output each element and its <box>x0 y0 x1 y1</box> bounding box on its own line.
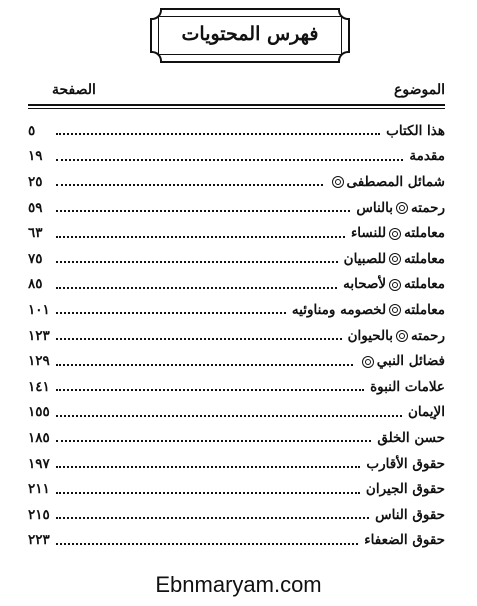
dot-leader <box>56 465 360 468</box>
toc-entry-title-text: معاملته <box>404 276 445 293</box>
dot-leader <box>56 337 342 340</box>
toc-entry-title-text: رحمته <box>411 327 445 344</box>
honorific-seal-icon <box>362 356 374 368</box>
toc-entry-page: ٢١١ <box>28 481 50 498</box>
dot-leader <box>56 516 369 519</box>
toc-entry-title <box>370 379 445 395</box>
dot-leader <box>56 183 323 186</box>
toc-entry[interactable] <box>28 323 445 349</box>
toc-entry[interactable] <box>28 425 445 451</box>
honorific-seal-icon <box>389 253 401 265</box>
toc-entry[interactable] <box>28 144 445 170</box>
toc-entry[interactable] <box>28 195 445 221</box>
toc-entry-page: ١٠١ <box>28 301 50 318</box>
dot-leader <box>56 132 380 135</box>
dot-leader <box>56 260 338 263</box>
toc-entry-title-text: مقدمة <box>409 148 445 165</box>
toc-entry-title-text: علامات النبوة <box>370 378 445 395</box>
toc-entry-title <box>409 148 445 164</box>
toc-entry-title <box>364 532 445 548</box>
toc-entry-page: ٢١٥ <box>28 506 50 523</box>
toc-entry-title <box>356 200 445 216</box>
toc-entry-title <box>366 456 445 472</box>
toc-entry-title-text: معاملته <box>404 225 445 242</box>
toc-entry-title-suffix: بالحيوان <box>347 327 394 344</box>
toc-entry-title-text: حقوق الأقارب <box>366 455 445 472</box>
toc-entry-title <box>343 276 445 292</box>
dot-leader <box>56 542 358 545</box>
toc-entry-title-text: فضائل النبي <box>376 353 445 370</box>
toc-entry[interactable] <box>28 220 445 246</box>
title-frame <box>150 8 350 63</box>
toc-entry-title <box>351 225 445 241</box>
toc-entry-page: ٢٢٣ <box>28 532 50 549</box>
dot-leader <box>56 235 345 238</box>
toc-entry-title-text: حسن الخلق <box>377 429 445 446</box>
toc-entry-page: ٢٥ <box>28 173 43 190</box>
honorific-seal-icon <box>396 202 408 214</box>
toc-entry-title <box>386 123 445 139</box>
dot-leader <box>56 158 403 161</box>
toc-entry[interactable] <box>28 400 445 426</box>
toc-entry[interactable] <box>28 272 445 298</box>
honorific-seal-icon <box>389 304 401 316</box>
honorific-seal-icon <box>389 228 401 240</box>
table-of-contents <box>28 118 445 553</box>
toc-entry[interactable] <box>28 502 445 528</box>
toc-entry-title <box>292 302 445 318</box>
dot-leader <box>56 491 360 494</box>
toc-entry-title-text: هذا الكتاب <box>386 122 445 139</box>
topic-column-header: الموضوع <box>394 82 445 98</box>
header-rule <box>28 104 445 109</box>
honorific-seal-icon <box>332 176 344 188</box>
toc-entry-title <box>359 353 445 369</box>
toc-entry[interactable] <box>28 297 445 323</box>
website-footer[interactable]: Ebnmaryam.com <box>155 572 322 597</box>
toc-entry-title-text: رحمته <box>411 199 445 216</box>
toc-entry-page: ٦٣ <box>28 225 43 242</box>
honorific-seal-icon <box>396 330 408 342</box>
toc-entry[interactable] <box>28 451 445 477</box>
toc-entry-page: ٥ <box>28 122 36 139</box>
toc-entry-page: ٧٥ <box>28 250 43 267</box>
toc-entry-page: ١٢٩ <box>28 353 50 370</box>
toc-entry-page: ١٥٥ <box>28 404 50 421</box>
dot-leader <box>56 286 337 289</box>
dot-leader <box>56 388 364 391</box>
toc-entry-title <box>344 251 445 267</box>
toc-entry-title-text: شمائل المصطفى <box>346 173 445 190</box>
toc-entry-title-text: معاملته <box>404 250 445 267</box>
toc-entry-title <box>366 481 445 497</box>
toc-entry[interactable] <box>28 528 445 554</box>
toc-entry-title-suffix: للصبيان <box>343 250 387 267</box>
toc-entry-title-suffix: للنساء <box>350 225 387 242</box>
toc-entry-title-suffix: لخصومه ومناوئيه <box>291 301 387 318</box>
dot-leader <box>56 439 371 442</box>
toc-entry-title-text: حقوق الضعفاء <box>364 532 445 549</box>
toc-entry[interactable] <box>28 374 445 400</box>
toc-entry[interactable] <box>28 476 445 502</box>
toc-entry-title-suffix: لأصحابه <box>343 276 387 293</box>
toc-entry-title-text: معاملته <box>404 301 445 318</box>
dot-leader <box>56 363 353 366</box>
dot-leader <box>56 311 286 314</box>
toc-entry[interactable] <box>28 246 445 272</box>
toc-entry-title <box>375 507 445 523</box>
toc-entry-page: ١٢٣ <box>28 327 50 344</box>
toc-entry-page: ٨٥ <box>28 276 43 293</box>
toc-entry-page: ١٤١ <box>28 378 50 395</box>
toc-entry-title <box>408 404 445 420</box>
toc-entry-title-text: حقوق الجيران <box>365 481 445 498</box>
toc-entry[interactable] <box>28 169 445 195</box>
toc-entry-page: ١٨٥ <box>28 429 50 446</box>
toc-entry-title-text: الإيمان <box>407 404 445 421</box>
toc-entry-title <box>377 430 445 446</box>
toc-entry[interactable] <box>28 348 445 374</box>
toc-entry-page: ١٩٧ <box>28 455 50 472</box>
toc-entry-page: ١٩ <box>28 148 43 165</box>
page-title: فهرس المحتويات <box>181 23 319 45</box>
honorific-seal-icon <box>389 279 401 291</box>
page-column-header: الصفحة <box>52 82 96 98</box>
toc-entry-title <box>329 174 445 190</box>
toc-entry-title-suffix: بالناس <box>356 199 394 216</box>
dot-leader <box>56 209 350 212</box>
toc-entry-title <box>348 328 445 344</box>
dot-leader <box>56 414 402 417</box>
toc-entry[interactable] <box>28 118 445 144</box>
toc-entry-page: ٥٩ <box>28 199 43 216</box>
toc-entry-title-text: حقوق الناس <box>375 506 445 523</box>
